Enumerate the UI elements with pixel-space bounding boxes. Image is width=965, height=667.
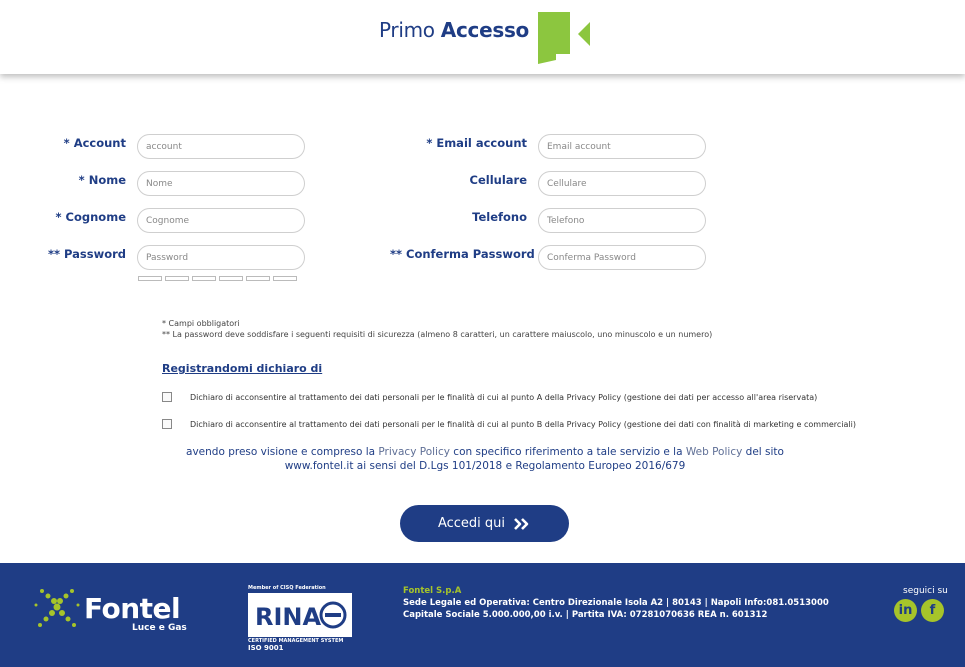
consent-a-row: [162, 392, 817, 402]
company-address: Sede Legale ed Operativa: Centro Direzionale Isola A2 | 80143 | Napoli Info:081.0513000: [403, 598, 829, 608]
company-name: Fontel S.p.A: [403, 586, 462, 596]
social-label: seguici su: [903, 586, 948, 596]
linkedin-glyph: in: [898, 603, 913, 618]
consent-b-checkbox[interactable]: [162, 419, 172, 429]
page-title: [379, 18, 529, 42]
privacy-policy-link[interactable]: Privacy Policy: [378, 446, 450, 458]
fontel-logo-icon: [32, 585, 84, 635]
cert-bottom-text: CERTIFIED MANAGEMENT SYSTEM: [248, 638, 344, 644]
page-header: [0, 0, 965, 74]
account-input[interactable]: [137, 134, 305, 159]
account-label: * Account: [63, 136, 126, 150]
telefono-input[interactable]: [538, 208, 706, 233]
rina-certification: [248, 585, 354, 655]
strength-segment: [219, 276, 243, 281]
consent-b-text: Dichiaro di acconsentire al trattamento dei dati personali per le finalità di cui al punto B della Privacy Policy (gestione dei dati con finalità di marketing e commerciali): [190, 419, 856, 429]
cellulare-input[interactable]: [538, 171, 706, 196]
cellulare-label: Cellulare: [469, 173, 527, 187]
policy-statement: [160, 445, 810, 473]
policy-text-pre: avendo preso visione e compreso la: [186, 446, 379, 458]
facebook-icon[interactable]: [921, 599, 944, 622]
password-label: ** Password: [47, 247, 126, 261]
cognome-label: * Cognome: [55, 210, 126, 224]
company-info: [403, 585, 829, 621]
linkedin-icon[interactable]: [894, 599, 917, 622]
page-title-bold: Accesso: [440, 18, 529, 42]
password-input[interactable]: [137, 245, 305, 270]
email-label: * Email account: [426, 136, 527, 150]
double-chevron-right-icon: [513, 517, 531, 531]
policy-text-post: del sito www.fontel.it ai sensi del D.Lgs 101/2018 e Regolamento Europeo 2016/679: [284, 446, 784, 472]
rina-logo-icon: [249, 594, 350, 635]
accedi-button-label: Accedi qui: [437, 516, 506, 531]
fontel-brand-sub: Luce e Gas: [132, 623, 187, 633]
fontel-brand: Fontel: [84, 592, 181, 625]
nome-label: * Nome: [78, 173, 126, 187]
door-enter-icon: [536, 10, 594, 64]
email-input[interactable]: [538, 134, 706, 159]
consent-a-text: Dichiaro di acconsentire al trattamento dei dati personali per le finalità di cui al punto A della Privacy Policy (gestione dei dati per accesso all'area riservata): [190, 392, 818, 402]
facebook-glyph: f: [929, 603, 936, 618]
web-policy-link[interactable]: Web Policy: [685, 446, 743, 458]
strength-segment: [138, 276, 162, 281]
page-title-light: Primo: [379, 18, 435, 42]
confirm-password-label: ** Conferma Password: [390, 247, 535, 261]
company-capital: Capitale Sociale 5.000.000,00 i.v. | Partita IVA: 07281070636 REA n. 601312: [403, 610, 768, 620]
page-footer: [0, 563, 965, 667]
required-note: * Campi obbligatori: [162, 319, 240, 328]
consent-a-checkbox[interactable]: [162, 392, 172, 402]
cert-name-text: RINA: [255, 603, 322, 631]
strength-segment: [246, 276, 270, 281]
rina-logo: [248, 593, 352, 637]
strength-segment: [165, 276, 189, 281]
telefono-label: Telefono: [472, 210, 527, 224]
strength-segment: [273, 276, 297, 281]
nome-input[interactable]: [137, 171, 305, 196]
consent-b-row: [162, 419, 856, 429]
password-strength-meter: [138, 276, 297, 281]
strength-segment: [192, 276, 216, 281]
cert-top-text: Member of CISQ Federation: [248, 585, 326, 591]
cert-iso-text: ISO 9001: [248, 644, 284, 652]
cognome-input[interactable]: [137, 208, 305, 233]
consent-title: Registrandomi dichiaro di: [162, 362, 323, 375]
accedi-button[interactable]: [400, 505, 569, 542]
form-notes: [162, 318, 712, 340]
confirm-password-input[interactable]: [538, 245, 706, 270]
policy-text-mid: con specifico riferimento a tale servizio e la: [449, 446, 686, 458]
password-rules-note: ** La password deve soddisfare i seguenti requisiti di sicurezza (almeno 8 caratteri, un carattere maiuscolo, uno minuscolo e un numero): [162, 330, 713, 339]
